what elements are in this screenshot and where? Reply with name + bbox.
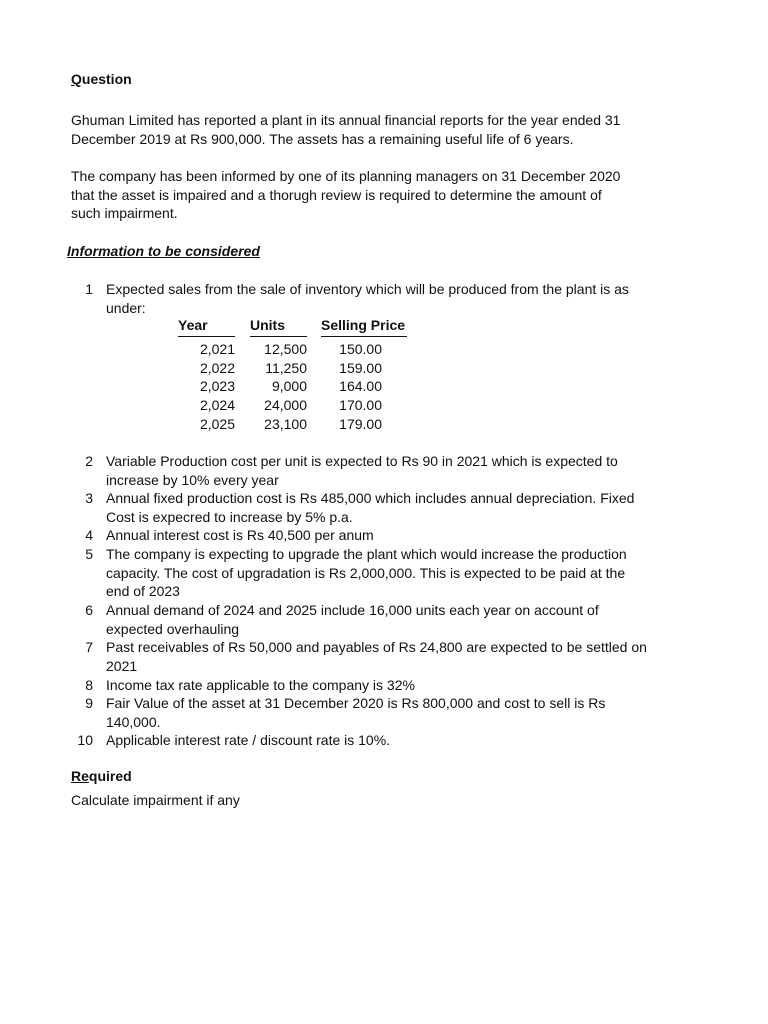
list-item-line: Fair Value of the asset at 31 December 2020 is Rs 800,000 and cost to sell is Rs (106, 695, 606, 711)
list-item-number: 4 (85, 527, 93, 543)
list-item-text (106, 280, 661, 317)
list-item-line: Income tax rate applicable to the company is 32% (106, 677, 415, 693)
intro-line: December 2019 at Rs 900,000. The assets has a remaining useful life of 6 years. (71, 130, 574, 147)
intro-paragraph (71, 111, 661, 148)
intro-line: Ghuman Limited has reported a plant in its annual financial reports for the year ended 31 (71, 112, 621, 128)
cell-price: 170.00 (339, 397, 382, 414)
list-item-line: Annual interest cost is Rs 40,500 per anum (106, 527, 374, 543)
list-item-line: Annual fixed production cost is Rs 485,000 which includes annual depreciation. Fixed (106, 490, 635, 506)
list-item-line: Variable Production cost per unit is expected to Rs 90 in 2021 which is expected to (106, 453, 618, 469)
table-row (170, 396, 420, 415)
list-item-number: 7 (85, 639, 93, 655)
list-item-text (106, 545, 661, 601)
cell-year: 2,024 (199, 397, 235, 414)
question-heading-rest: uestion (81, 71, 132, 87)
cell-year: 2,021 (199, 341, 235, 357)
list-item-number: 2 (85, 453, 93, 469)
impairment-paragraph (71, 167, 661, 223)
list-item-line: Past receivables of Rs 50,000 and payables of Rs 24,800 are expected to be settled on (106, 639, 647, 655)
cell-units: 9,000 (271, 378, 307, 395)
column-header-year: Year (178, 316, 235, 337)
cell-price: 159.00 (339, 359, 382, 376)
list-item-text (106, 638, 661, 675)
list-item-text (106, 526, 661, 545)
required-text: Calculate impairment if any (71, 792, 240, 808)
list-item-number: 10 (77, 732, 93, 748)
impairment-line: such impairment. (71, 205, 178, 222)
list-item-line: Expected sales from the sale of inventory which will be produced from the plant is as (106, 281, 629, 297)
list-item-line: Applicable interest rate / discount rate is 10%. (106, 732, 391, 748)
list-item-text (106, 694, 661, 731)
list-item-number: 3 (85, 490, 93, 506)
list-item-number: 8 (85, 677, 93, 693)
list-item-text (106, 676, 661, 695)
list-item-line: 140,000. (106, 713, 161, 730)
list-item-text (106, 452, 661, 489)
table-row (170, 340, 420, 359)
cell-units: 12,500 (264, 341, 307, 357)
table-row (170, 359, 420, 378)
list-item-number: 6 (85, 602, 93, 618)
list-item-number: 9 (85, 695, 93, 711)
list-item-number: 5 (85, 546, 93, 562)
required-heading (71, 767, 132, 786)
list-item-text (106, 489, 661, 526)
question-heading (71, 70, 132, 89)
list-item-line: increase by 10% every year (106, 471, 279, 488)
cell-year: 2,025 (199, 415, 235, 432)
impairment-line: that the asset is impaired and a thorugh review is required to determine the amount of (71, 186, 602, 203)
required-heading-underlined: Re (71, 768, 89, 784)
table-row (170, 415, 420, 434)
list-item-line: expected overhauling (106, 620, 240, 637)
column-header-selling-price: Selling Price (321, 316, 407, 337)
cell-units: 23,100 (264, 415, 307, 432)
cell-units: 11,250 (265, 359, 307, 376)
cell-price: 164.00 (339, 378, 382, 395)
question-heading-underlined: Q (71, 71, 82, 87)
list-item-line: 2021 (106, 657, 138, 674)
list-item-number: 1 (85, 281, 93, 297)
cell-price: 150.00 (339, 341, 382, 357)
column-header-units: Units (250, 316, 307, 337)
list-item-line: under: (106, 299, 146, 316)
list-item-line: end of 2023 (106, 583, 180, 600)
list-item-line: capacity. The cost of upgradation is Rs 2,000,000. This is expected to be paid at the (106, 564, 626, 581)
cell-year: 2,022 (199, 359, 235, 376)
list-item-line: Cost is expecred to increase by 5% p.a. (106, 508, 353, 525)
impairment-line: The company has been informed by one of its planning managers on 31 December 2020 (71, 168, 621, 184)
info-heading: Information to be considered (67, 243, 260, 259)
cell-year: 2,023 (199, 378, 235, 395)
table-row (170, 377, 420, 396)
cell-price: 179.00 (339, 415, 382, 432)
list-item-line: Annual demand of 2024 and 2025 include 16,000 units each year on account of (106, 602, 599, 618)
cell-units: 24,000 (264, 397, 307, 414)
list-item-text (106, 601, 661, 638)
list-item-text (106, 731, 661, 750)
list-item-line: The company is expecting to upgrade the plant which would increase the production (106, 546, 627, 562)
required-heading-rest: quired (88, 768, 132, 784)
